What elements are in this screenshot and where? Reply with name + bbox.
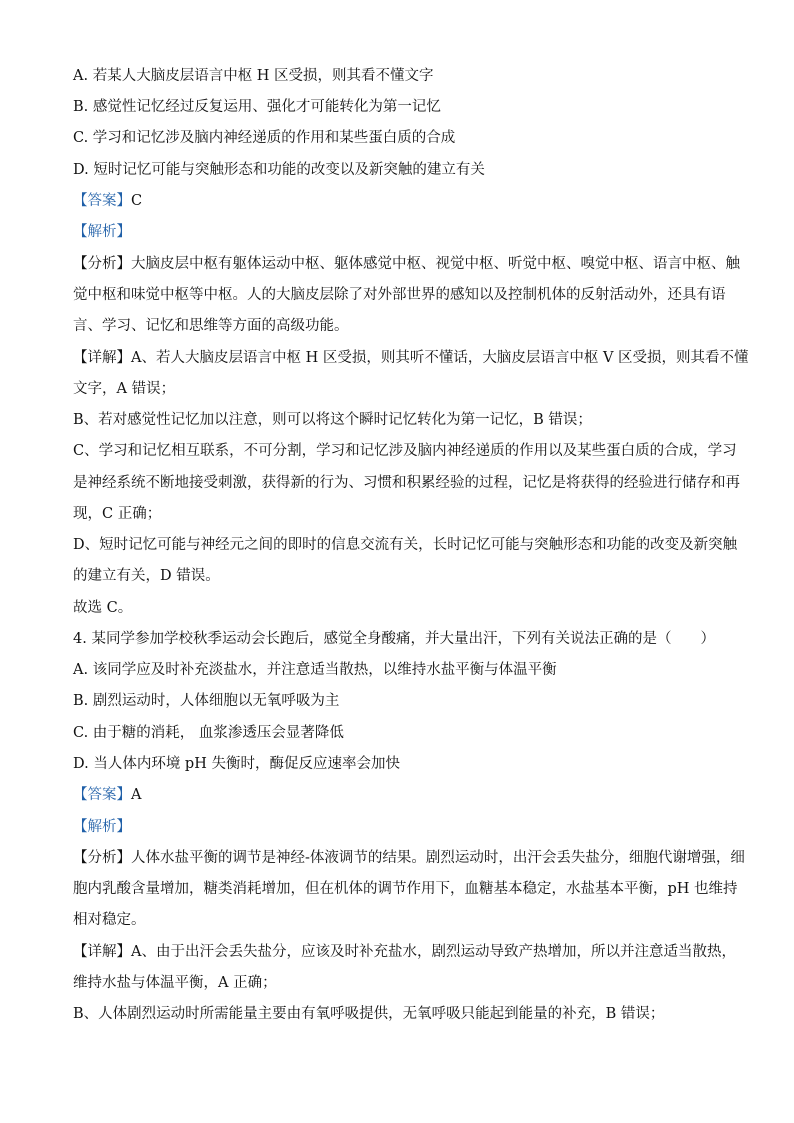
q4-xiangjie-tag: 【详解】 xyxy=(73,944,131,960)
q4-answer-tag: 【答案】 xyxy=(73,787,131,803)
q4-xiangjie-text-1: A、由于出汗会丢失盐分，应该及时补充盐水，剧烈运动导致产热增加，所以并注意适当散热， xyxy=(131,944,736,960)
q3-option-b: B. 感觉性记忆经过反复运用、强化才可能转化为第一记忆 xyxy=(73,99,441,115)
q3-option-d: D. 短时记忆可能与突触形态和功能的改变以及新突触的建立有关 xyxy=(73,162,485,178)
q3-xiangjie-tag: 【详解】 xyxy=(73,350,131,366)
q4-fenxi-text-1: 人体水盐平衡的调节是神经-体液调节的结果。剧烈运动时，出汗会丢失盐分，细胞代谢增强，细 xyxy=(131,850,745,866)
q4-fenxi-line-2: 胞内乳酸含量增加，糖类消耗增加，但在机体的调节作用下，血糖基本稳定，水盐基本平衡，pH 也维持 xyxy=(73,881,738,897)
q3-xiangjie-line-3: B、若对感觉性记忆加以注意，则可以将这个瞬时记忆转化为第一记忆，B 错误； xyxy=(73,412,592,428)
q4-stem: 4. 某同学参加学校秋季运动会长跑后，感觉全身酸痛，并大量出汗，下列有关说法正确的是（ ） xyxy=(73,631,715,647)
q3-analysis-tag: 【解析】 xyxy=(73,224,131,240)
q3-xiangjie-line-6: 现，C 正确； xyxy=(73,506,162,522)
q3-option-c: C. 学习和记忆涉及脑内神经递质的作用和某些蛋白质的合成 xyxy=(73,130,456,146)
q4-xiangjie-line-3: B、人体剧烈运动时所需能量主要由有氧呼吸提供，无氧呼吸只能起到能量的补充，B 错误； xyxy=(73,1006,665,1022)
q3-xiangjie-line-8: 的建立有关，D 错误。 xyxy=(73,568,220,584)
q3-fenxi-tag: 【分析】 xyxy=(73,256,131,272)
q3-analysis-heading xyxy=(73,222,723,242)
q3-fenxi-text-1: 大脑皮层中枢有躯体运动中枢、躯体感觉中枢、视觉中枢、听觉中枢、嗅觉中枢、语言中枢、触 xyxy=(131,256,740,272)
q4-fenxi-line-1 xyxy=(73,848,745,868)
q3-xiangjie-line-4: C、学习和记忆相互联系，不可分割，学习和记忆涉及脑内神经递质的作用以及某些蛋白质的合成，学习 xyxy=(73,443,737,459)
q3-answer-value: C xyxy=(131,193,143,209)
q4-option-c: C. 由于糖的消耗， 血浆渗透压会显著降低 xyxy=(73,725,344,741)
q3-answer-line xyxy=(73,191,723,211)
q4-analysis-heading xyxy=(73,817,723,837)
q4-xiangjie-line-2: 维持水盐与体温平衡，A 正确； xyxy=(73,975,277,991)
q4-answer-value: A xyxy=(131,787,142,803)
q4-option-a: A. 该同学应及时补充淡盐水，并注意适当散热，以维持水盐平衡与体温平衡 xyxy=(73,662,557,678)
q4-fenxi-tag: 【分析】 xyxy=(73,850,131,866)
q3-conclusion: 故选 C。 xyxy=(73,600,133,616)
q3-xiangjie-line-5: 是神经系统不断地接受刺激，获得新的行为、习惯和积累经验的过程，记忆是将获得的经验进行储存和再 xyxy=(73,475,740,491)
q3-xiangjie-line-1 xyxy=(73,348,749,368)
q3-answer-tag: 【答案】 xyxy=(73,193,131,209)
q3-xiangjie-text-1: A、若人大脑皮层语言中枢 H 区受损，则其听不懂话，大脑皮层语言中枢 V 区受损，则其看不懂 xyxy=(131,350,749,366)
q3-fenxi-line-3: 言、学习、记忆和思维等方面的高级功能。 xyxy=(73,318,349,334)
q4-analysis-tag: 【解析】 xyxy=(73,819,131,835)
q4-fenxi-line-3: 相对稳定。 xyxy=(73,912,146,928)
q3-fenxi-line-2: 觉中枢和味觉中枢等中枢。人的大脑皮层除了对外部世界的感知以及控制机体的反射活动外，还具有语 xyxy=(73,287,726,303)
q3-xiangjie-line-2: 文字，A 错误； xyxy=(73,381,176,397)
q4-answer-line xyxy=(73,785,723,805)
q4-option-b: B. 剧烈运动时，人体细胞以无氧呼吸为主 xyxy=(73,693,340,709)
q3-fenxi-line-1 xyxy=(73,254,740,274)
q4-xiangjie-line-1 xyxy=(73,942,736,962)
q4-option-d: D. 当人体内环境 pH 失衡时，酶促反应速率会加快 xyxy=(73,756,400,772)
q3-xiangjie-line-7: D、短时记忆可能与神经元之间的即时的信息交流有关，长时记忆可能与突触形态和功能的改变及新突触 xyxy=(73,537,738,553)
q3-option-a: A. 若某人大脑皮层语言中枢 H 区受损，则其看不懂文字 xyxy=(73,68,434,84)
